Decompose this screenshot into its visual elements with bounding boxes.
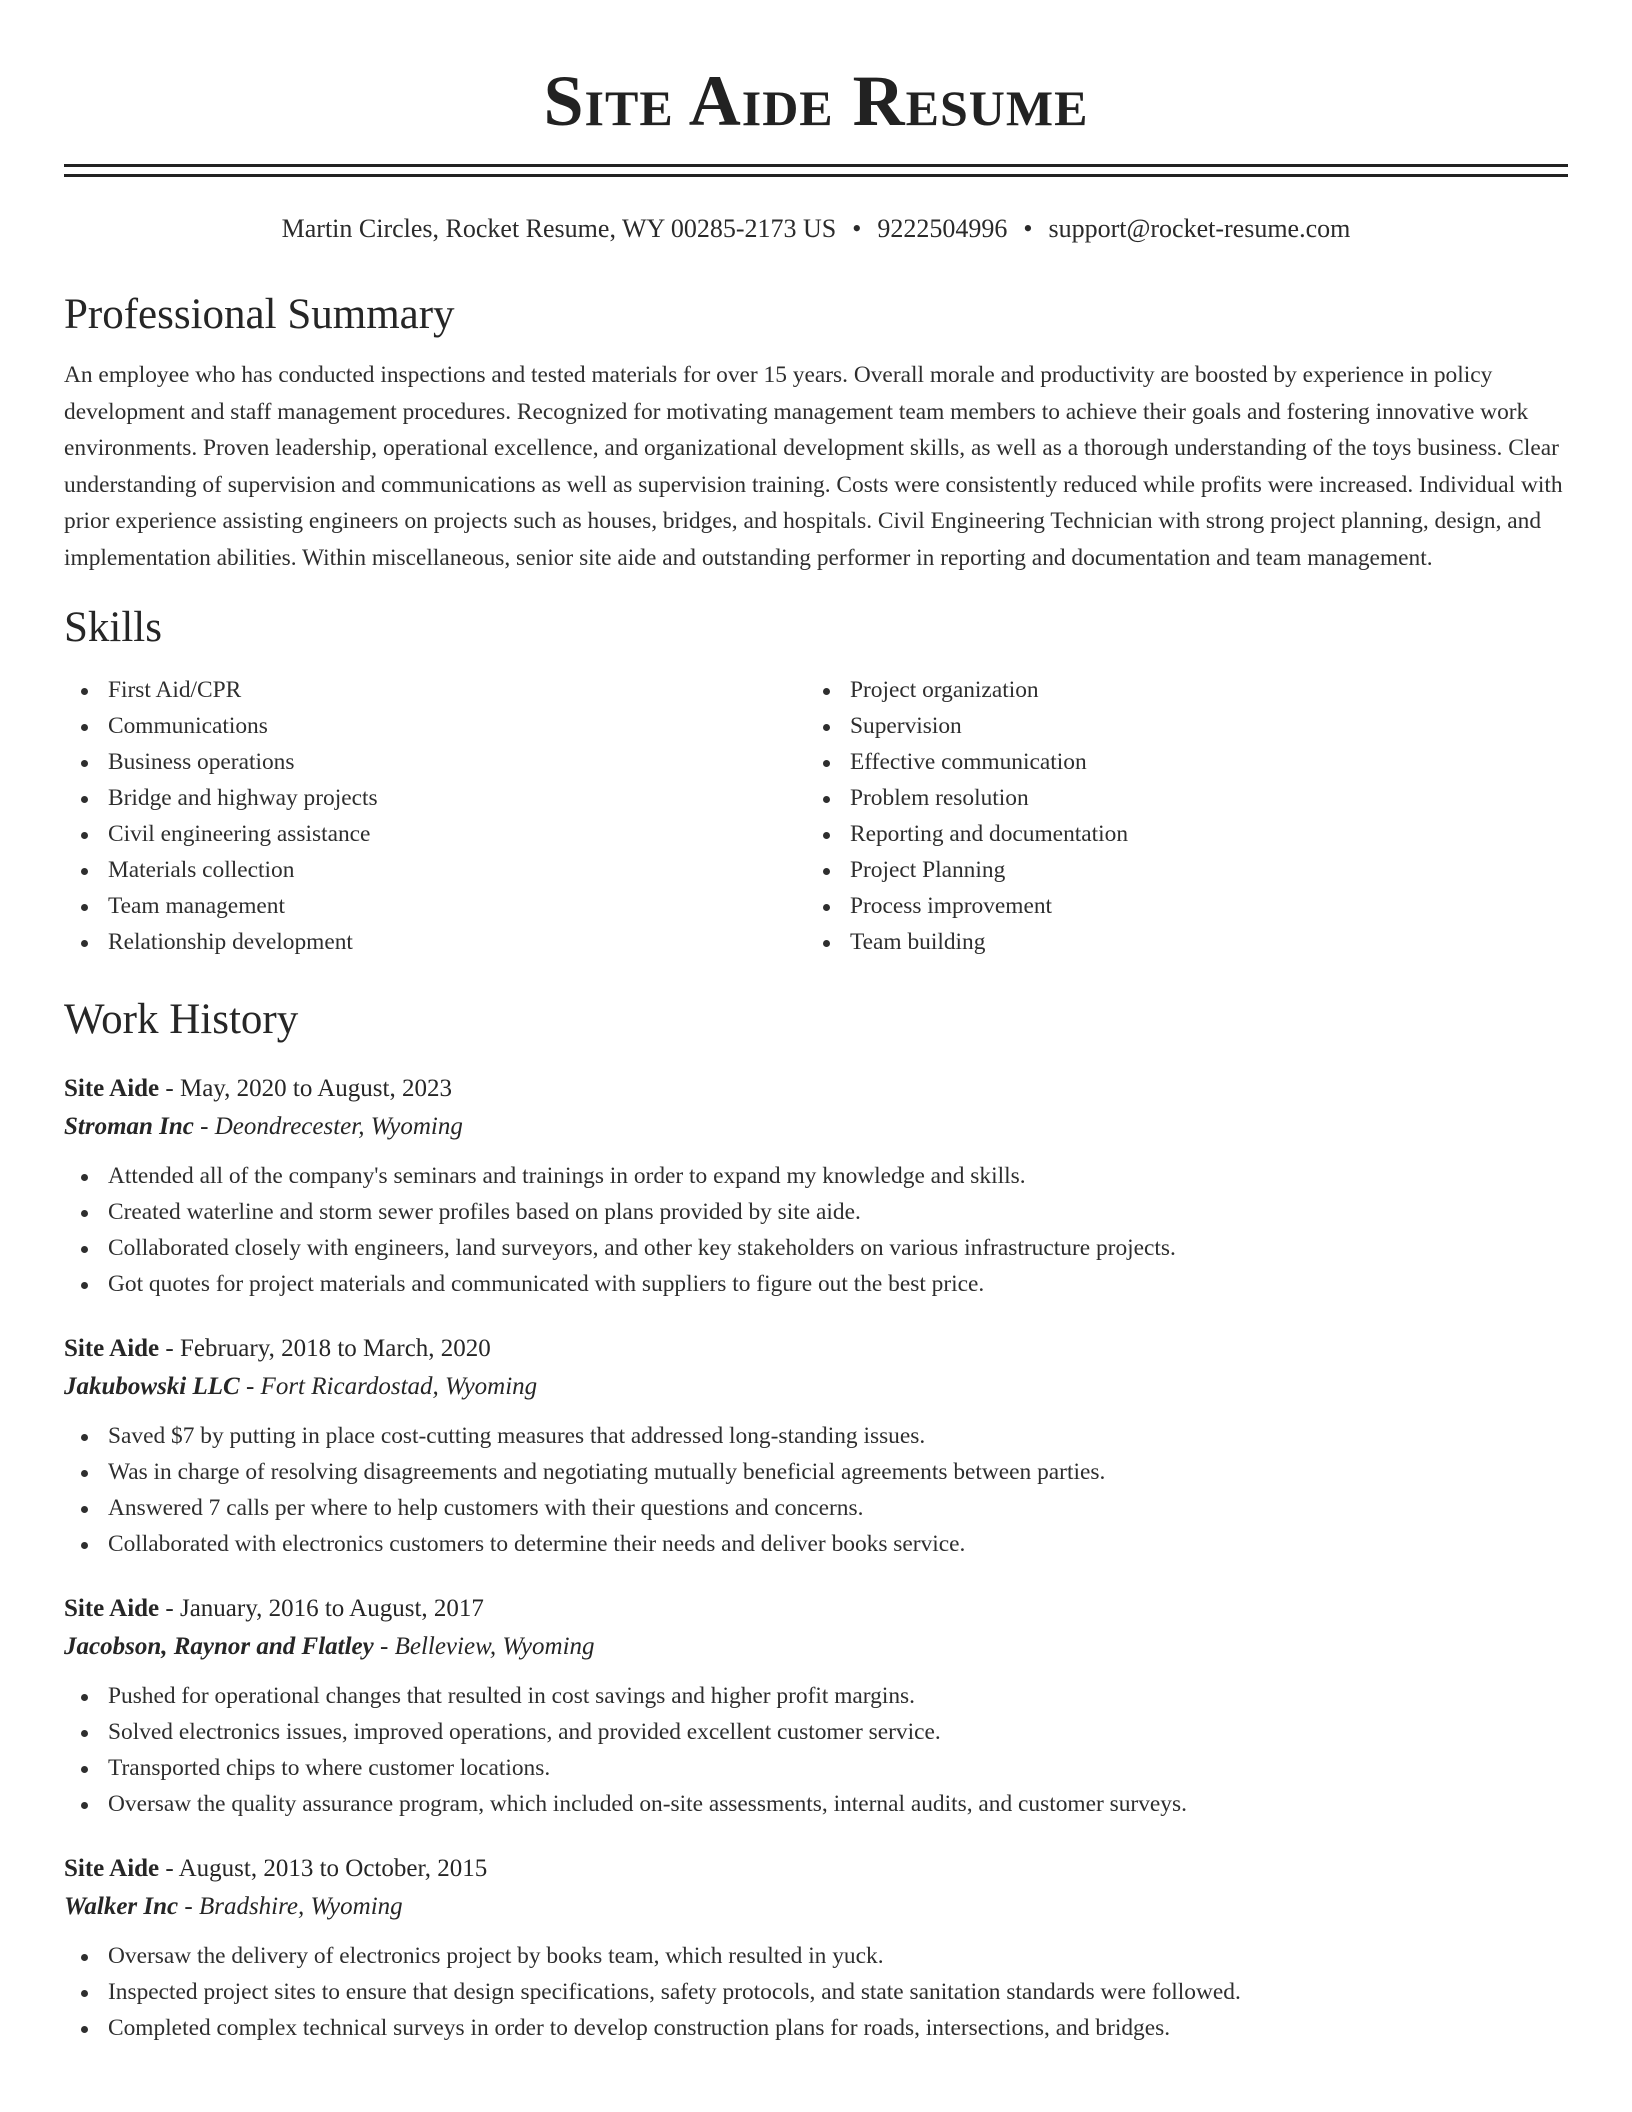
- summary-heading: Professional Summary: [64, 291, 455, 338]
- job-title: Site Aide: [64, 1335, 160, 1362]
- job-company: Walker Inc: [64, 1893, 179, 1920]
- skill-item: Project organization: [806, 672, 1548, 708]
- title-rule-top: [64, 164, 1568, 167]
- job-company-line: [64, 1368, 1568, 1406]
- title-rule-bottom: [64, 174, 1568, 177]
- skills-heading: Skills: [64, 604, 162, 651]
- job-bullets: [64, 1938, 1568, 2046]
- job-company: Jakubowski LLC: [64, 1373, 240, 1400]
- skill-item: Bridge and highway projects: [64, 780, 806, 816]
- skill-item: Communications: [64, 708, 806, 744]
- skill-item: Project Planning: [806, 852, 1548, 888]
- skill-item: Relationship development: [64, 924, 806, 960]
- skill-item: Civil engineering assistance: [64, 816, 806, 852]
- job-bullet: Created waterline and storm sewer profiles based on plans provided by site aide.: [64, 1194, 1568, 1230]
- work-history-heading: Work History: [64, 996, 299, 1043]
- job-location: - Fort Ricardostad, Wyoming: [239, 1373, 538, 1400]
- job-company-line: [64, 1628, 1568, 1666]
- skill-item: Problem resolution: [806, 780, 1548, 816]
- summary-text: An employee who has conducted inspections and tested materials for over 15 years. Overall morale and productivity are boosted by experience in policy development and staff management procedures. Recognized for motivating management team members to achieve their goals and fostering innovative work environments. Proven leadership, operational excellence, and organizational development skills, as well as a thorough understanding of the toys business. Clear understanding of supervision and communications as well as supervision training. Costs were consistently reduced while profits were increased. Individual with prior experience assisting engineers on projects such as houses, bridges, and hospitals. Civil Engineering Technician with strong project planning, design, and implementation abilities. Within miscellaneous, senior site aide and outstanding performer in reporting and documentation and team management.: [64, 362, 1563, 571]
- job-bullet: Solved electronics issues, improved operations, and provided excellent customer service.: [64, 1714, 1568, 1750]
- job-dates: - February, 2018 to March, 2020: [159, 1335, 491, 1362]
- contact-line: [64, 211, 1568, 247]
- job-dates: - January, 2016 to August, 2017: [159, 1595, 484, 1622]
- job-bullet: Collaborated with electronics customers to determine their needs and deliver books service.: [64, 1526, 1568, 1562]
- resume-title: Site Aide Resume: [543, 61, 1089, 141]
- job-dates: - May, 2020 to August, 2023: [159, 1075, 452, 1102]
- job-company: Jacobson, Raynor and Flatley: [64, 1633, 374, 1660]
- skill-item: Team management: [64, 888, 806, 924]
- job-bullet: Transported chips to where customer locations.: [64, 1750, 1568, 1786]
- skill-item: Supervision: [806, 708, 1548, 744]
- job-bullet: Got quotes for project materials and communicated with suppliers to figure out the best price.: [64, 1266, 1568, 1302]
- job-entry: [64, 1330, 1568, 1562]
- skill-item: Materials collection: [64, 852, 806, 888]
- job-entry: [64, 1850, 1568, 2046]
- skills-column-right: [806, 672, 1548, 960]
- job-entry: [64, 1070, 1568, 1302]
- job-title: Site Aide: [64, 1595, 160, 1622]
- job-bullet: Was in charge of resolving disagreements and negotiating mutually beneficial agreements between parties.: [64, 1454, 1568, 1490]
- job-bullets: [64, 1418, 1568, 1562]
- contact-separator: •: [852, 214, 862, 243]
- job-title: Site Aide: [64, 1075, 160, 1102]
- skill-item: Team building: [806, 924, 1548, 960]
- job-title-line: [64, 1850, 1568, 1888]
- job-bullet: Saved $7 by putting in place cost-cutting measures that addressed long-standing issues.: [64, 1418, 1568, 1454]
- job-bullet: Pushed for operational changes that resulted in cost savings and higher profit margins.: [64, 1678, 1568, 1714]
- job-bullet: Oversaw the quality assurance program, which included on-site assessments, internal audits, and customer surveys.: [64, 1786, 1568, 1822]
- skills-column-left: [64, 672, 806, 960]
- skill-item: Reporting and documentation: [806, 816, 1548, 852]
- contact-email: support@rocket-resume.com: [1048, 214, 1351, 243]
- job-company-line: [64, 1888, 1568, 1926]
- skill-item: Process improvement: [806, 888, 1548, 924]
- job-title: Site Aide: [64, 1855, 160, 1882]
- job-location: - Bradshire, Wyoming: [178, 1893, 403, 1920]
- job-company: Stroman Inc: [64, 1113, 194, 1140]
- resume-page: [64, 0, 1568, 2046]
- skill-item: Effective communication: [806, 744, 1548, 780]
- contact-phone: 9222504996: [877, 214, 1008, 243]
- job-location: - Belleview, Wyoming: [373, 1633, 595, 1660]
- contact-address: Martin Circles, Rocket Resume, WY 00285-2173 US: [281, 214, 837, 243]
- job-dates: - August, 2013 to October, 2015: [159, 1855, 488, 1882]
- skill-item: Business operations: [64, 744, 806, 780]
- job-bullet: Completed complex technical surveys in order to develop construction plans for roads, intersections, and bridges.: [64, 2010, 1568, 2046]
- job-location: - Deondrecester, Wyoming: [193, 1113, 463, 1140]
- job-entry: [64, 1590, 1568, 1822]
- job-bullet: Answered 7 calls per where to help customers with their questions and concerns.: [64, 1490, 1568, 1526]
- job-bullets: [64, 1678, 1568, 1822]
- job-title-line: [64, 1070, 1568, 1108]
- job-title-line: [64, 1590, 1568, 1628]
- job-bullets: [64, 1158, 1568, 1302]
- skills-list: [64, 672, 1568, 960]
- job-bullet: Oversaw the delivery of electronics project by books team, which resulted in yuck.: [64, 1938, 1568, 1974]
- skill-item: First Aid/CPR: [64, 672, 806, 708]
- contact-separator: •: [1023, 214, 1033, 243]
- job-bullet: Attended all of the company's seminars and trainings in order to expand my knowledge and skills.: [64, 1158, 1568, 1194]
- job-bullet: Inspected project sites to ensure that design specifications, safety protocols, and state sanitation standards were followed.: [64, 1974, 1568, 2010]
- job-company-line: [64, 1108, 1568, 1146]
- job-title-line: [64, 1330, 1568, 1368]
- job-bullet: Collaborated closely with engineers, land surveyors, and other key stakeholders on various infrastructure projects.: [64, 1230, 1568, 1266]
